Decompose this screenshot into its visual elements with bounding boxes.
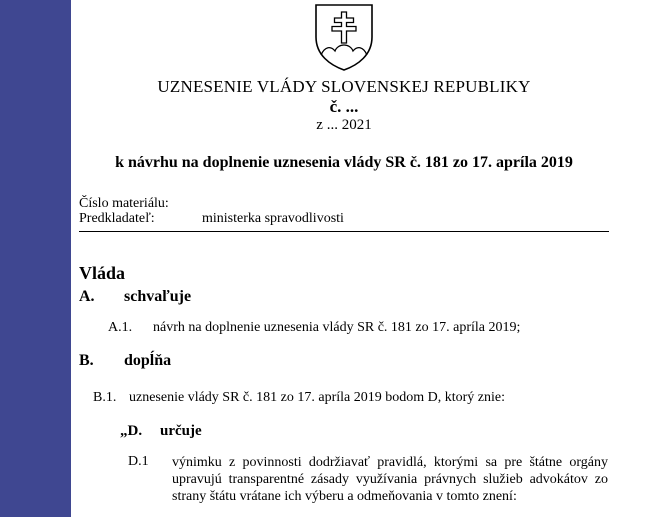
item-d1-text: výnimku z povinnosti dodržiavať pravidlá, ktorými sa pre štátne orgány upravujú transparentné zásady využívania právnych služieb advokátov zo strany štátu vrátane ich výberu a odmeňovania v tomto znení: [172,455,608,504]
section-b-letter: B. [79,352,94,369]
section-a-title: schvaľuje [124,288,192,305]
item-a1-text: návrh na doplnenie uznesenia vlády SR č. 181 zo 17. apríla 2019; [153,320,521,335]
section-a-letter: A. [79,288,95,305]
document-title: UZNESENIE VLÁDY SLOVENSKEJ REPUBLIKY [157,77,531,96]
resolution-subject: k návrhu na doplnenie uznesenia vlády SR č. 181 zo 17. apríla 2019 [115,154,573,171]
slovak-coat-of-arms-icon [312,3,376,71]
submitter-value: ministerka spravodlivosti [202,211,344,226]
section-d-title: určuje [160,423,202,439]
material-number-label: Číslo materiálu: [79,196,169,211]
government-heading: Vláda [79,263,126,283]
item-d1-number: D.1 [128,454,149,469]
resolution-number: č. ... [329,97,359,116]
section-d-letter: „D. [120,423,143,439]
submitter-label: Predkladateľ: [79,211,155,226]
header-divider [79,231,609,232]
item-b1-text: uznesenie vlády SR č. 181 zo 17. apríla 2019 bodom D, ktorý znie: [129,390,505,405]
section-b-title: dopĺňa [124,352,172,369]
item-a1-number: A.1. [108,320,133,335]
item-b1-number: B.1. [93,390,117,405]
resolution-date: z ... 2021 [316,117,372,133]
